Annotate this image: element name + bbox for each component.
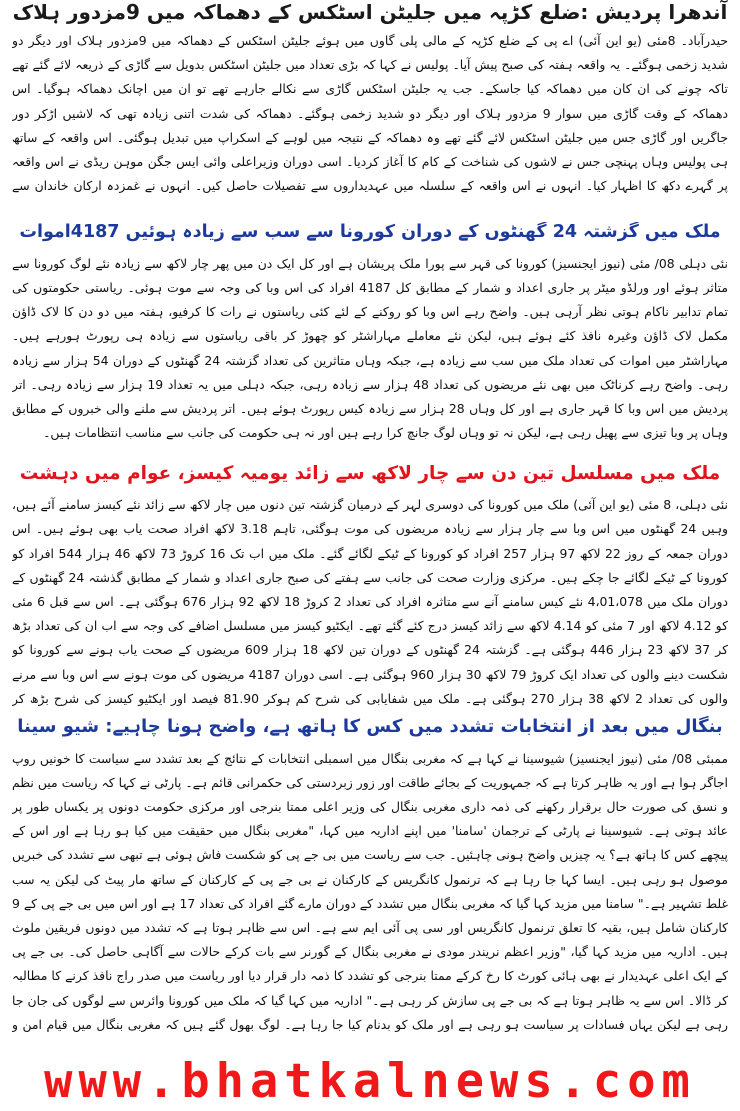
headline-daily-cases: ملک میں مسلسل تین دن سے چار لاکھ سے زائد یومیہ کیسز، عوام میں دہشت [19, 463, 721, 484]
body-shiv-sena-bengal: ممبئی 08/ مئی (نیوز ایجنسیز) شیوسینا نے کہا ہے کہ مغربی بنگال میں اسمبلی انتخابات کے نتائج کے بعد تشدد سے سیاست کا خونیں روپ اجاگر ہوا ہے اور یہ ظاہر کرتا ہے کہ جمہوریت کے بجائے طاقت اور زور زبردستی کی حکمرانی قائم ہے۔ پارٹی نے کہا کہ ریاست میں نظم و نسق کی صورت حال برقرار رکھنے کی ذمہ داری مغربی بنگال کی وزیر اعلی ممتا بنرجی اور مرکزی حکومت دونوں پر یکساں طور پر عائد ہوتی ہے۔ شیوسینا نے پارٹی کے ترجمان 'سامنا' میں اپنے اداریہ میں کہا، "مغربی بنگال میں حقیقت میں کیا ہو رہا ہے اور اس کے پیچھے کس کا ہاتھ ہے؟ یہ چیزیں واضح ہونی چاہئیں۔ جب سے ریاست میں بی جے پی کو شکست فاش ہوئی ہے تبھی سے تشدد کی خبریں موصول ہو رہی ہیں۔ ایسا کہا جا رہا ہے کہ ترنمول کانگریس کے کارکنان نے بی جے پی کے کارکنان کے ساتھ مار پیٹ کی لیکن یہ سب غلط تشہیر ہے۔" سامنا میں مزید کہا گیا کہ مغربی بنگال میں تشدد کے دوران مارے گئے افراد کی تعداد 17 ہے اور اس میں بی جے پی کے 9 کارکنان شامل ہیں، بقیہ کا تعلق ترنمول کانگریس اور سی پی آئی ایم سے ہے۔ اس سے ظاہر ہوتا ہے کہ تشدد میں دونوں فریقین ملوث ہیں۔ اداریہ میں مزید کہا گیا، "وزیر اعظم نریندر مودی نے مغربی بنگال کے گورنر سے بات کرکے حالات سے آگاہی حاصل کی۔ بی جے پی کے ایک اعلی عہدیدار نے بھی ہائی کورٹ کا رخ کرکے ممتا بنرجی کو تشدد کا ذمہ دار قرار دیا اور ریاست میں صدر راج نافذ کرنے کا مطالبہ کر ڈالا۔ اس سے یہ ظاہر ہوتا ہے کہ بی جے پی سازش کر رہی ہے۔" اداریہ میں کہا گیا کہ ملک میں کورونا وائرس سے لوگوں کی جان جا رہی ہے لیکن یہاں فسادات پر سیاست ہو رہی ہے اور ملک کو بدنام کیا جا رہا ہے۔ لوگ بھول گئے ہیں کہ مغربی بنگال میں قیام امن و [12, 750, 728, 1032]
website-footer: www.bhatkalnews.com [44, 1054, 696, 1109]
headline-shiv-sena-bengal: بنگال میں بعد از انتخابات تشدد میں کس کا ہاتھ ہے، واضح ہونا چاہیے: شیو سینا [17, 716, 723, 737]
body-gelatin-blast: حیدرآباد۔ 8مئی (یو این آئی) اے پی کے ضلع کڑپہ کے مالی پلی گاوں میں ہوئے جلیٹن اسٹکس کے دھماکہ میں 9مزدور ہلاک اور دیگر دو شدید زخمی ہوگئے۔ یہ واقعہ ہفتہ کی صبح پیش آیا۔ پولیس نے کہا کہ بڑی تعداد میں جلیٹن اسٹکس بدویل سے گاڑی کے ذریعہ لائے گئے تھے تاکہ چونے کی ان کان میں دھماکہ کیا جاسکے۔ جب یہ جلیٹن اسٹکس گاڑی سے نکالے جارہے تھے تو ان میں اچانک دھماکہ ہوگیا۔ اس دھماکہ کے وقت گاڑی میں سوار 9 مزدور ہلاک اور دیگر دو شدید زخمی ہوگئے۔ دھماکہ کی شدت اتنی زیادہ تھی کہ لاشیں اڑکر دور جاگریں اور گاڑی جس میں جلیٹن اسٹکس لائے گئے تھے وہ دھماکہ کے نتیجہ میں لوہے کے اسکراپ میں تبدیل ہوگئی۔ اس واقعہ کے ساتھ ہی پولیس وہاں پہنچی جس نے لاشوں کی شناخت کے کام کا آغاز کردیا۔ اسی دوران وزیراعلی وائی ایس جگن موہن ریڈی نے اس واقعہ پر گہرے دکھ کا اظہار کیا۔ انہوں نے اس واقعہ کے سلسلہ میں عہدیداروں سے تفصیلات حاصل کیں۔ انہوں نے غمزدہ ارکان خاندان سے [12, 33, 728, 194]
article-shiv-sena-bengal [12, 716, 728, 1037]
headline-gelatin-blast: آندھرا پردیش :ضلع کڑپہ میں جلیٹن اسٹکس کے دھماکہ میں 9مزدور ہلاک [12, 0, 728, 24]
article-daily-cases [12, 462, 728, 711]
article-gelatin-blast [12, 0, 728, 199]
article-covid-deaths [12, 222, 728, 446]
body-covid-deaths: نئی دہلی 08/ مئی (نیوز ایجنسیز) کورونا کی قہر سے پورا ملک پریشان ہے اور کل ایک دن میں پھر چار لاکھ سے زیادہ نئے لوگ کورونا سے متاثر ہوئے اور ورلڈو میٹر پر جاری اعداد و شمار کے مطابق کل 4187 افراد کی اس وبا کی وجہ سے موت ہوئی۔ ریاستی حکومتوں کی تمام تدابیر ناکام ہوتی نظر آرہی ہیں۔ واضح رہے اس وبا کو روکنے کے لئے کئی ریاستوں نے رات کا کرفیو، ہفتہ میں دو دن کا لاک ڈاؤن مکمل لاک ڈاؤن وغیرہ نافذ کئے ہوئے ہیں، لیکن نئے معاملے مہاراشٹر کو چھوڑ کر باقی ریاستوں سے زیادہ ہی رپورٹ ہورہے ہیں۔ مہاراشٹر میں اموات کی تعداد ملک میں سب سے زیادہ ہے، جبکہ وہاں متاثرین کی تعداد گزشتہ 24 گھنٹوں کے دوران 54 ہزار سے زیادہ رہی۔ واضح رہے کرناٹک میں بھی نئے مریضوں کی تعداد 48 ہزار سے زیادہ رہی، جبکہ دہلی میں یہ تعداد 19 ہزار سے زیادہ رہی۔ اتر پردیش میں اس وبا کا قہر جاری ہے اور کل وہاں 28 ہزار سے زیادہ کیس رپورٹ ہوئے ہیں۔ اتر پردیش سے ملنے والی خبروں کے مطابق وہاں پر وبا تیزی سے پھیل رہی ہے، لیکن نہ تو وہاں لوگ جانچ کرا رہے ہیں اور نہ ہی حکومت کی جانب سے مناسب انتظامات ہیں۔ [12, 255, 728, 441]
headline-covid-deaths: ملک میں گزشتہ 24 گھنٹوں کے دوران کورونا سے سب سے زیادہ ہوئیں 4187اموات [19, 222, 721, 242]
body-daily-cases: نئی دہلی، 8 مئی (یو این آئی) ملک میں کورونا کی دوسری لہر کے درمیان گزشتہ تین دنوں میں چار لاکھ سے زائد نئے کیسز سامنے آئے ہیں، وہیں 24 گھنٹوں میں اس وبا سے چار ہزار سے زیادہ مریضوں کی موت ہوگئی، تاہم 3.18 لاکھ افراد صحت یاب بھی ہوئے ہیں۔ اس دوران جمعہ کے روز 22 لاکھ 97 ہزار 257 افراد کو کورونا کے ٹیکے لگائے گئے۔ ملک میں اب تک 16 کروڑ 73 لاکھ 46 ہزار 544 افراد کو کورونا کے ٹیکے لگائے جا چکے ہیں۔ مرکزی وزارت صحت کی جانب سے ہفتے کی صبح جاری اعداد و شمار کے مطابق گذشتہ 24 گھنٹوں کے دوران ملک میں 4،01،078 نئے کیس سامنے آنے سے متاثرہ افراد کی تعداد 2 کروڑ 18 لاکھ 92 ہزار 676 ہوگئی ہے۔ اس سے قبل 6 مئی کو 4.12 لاکھ اور 7 مئی کو 4.14 لاکھ سے زائد کیسز درج کئے گئے تھے۔ ایکٹیو کیسز میں مسلسل اضافے کی وجہ سے اب ان کی تعداد بڑھ کر 37 لاکھ 23 ہزار 446 ہوگئی ہے۔ گزشتہ 24 گھنٹوں کے دوران تین لاکھ 18 ہزار 609 مریضوں کے صحت یاب ہونے سے کورونا کو شکست دینے والوں کی تعداد ایک کروڑ 79 لاکھ 30 ہزار 960 ہوگئی ہے۔ اسی دوران 4187 مریضوں کی موت ہونے سے اس وبا سے مرنے والوں کی تعداد 2 لاکھ 38 ہزار 270 ہوگئی ہے۔ ملک میں شفایابی کی شرح کم ہوکر 81.90 فیصد اور ایکٹیو کیسز کی شرح بڑھ کر [12, 497, 728, 706]
